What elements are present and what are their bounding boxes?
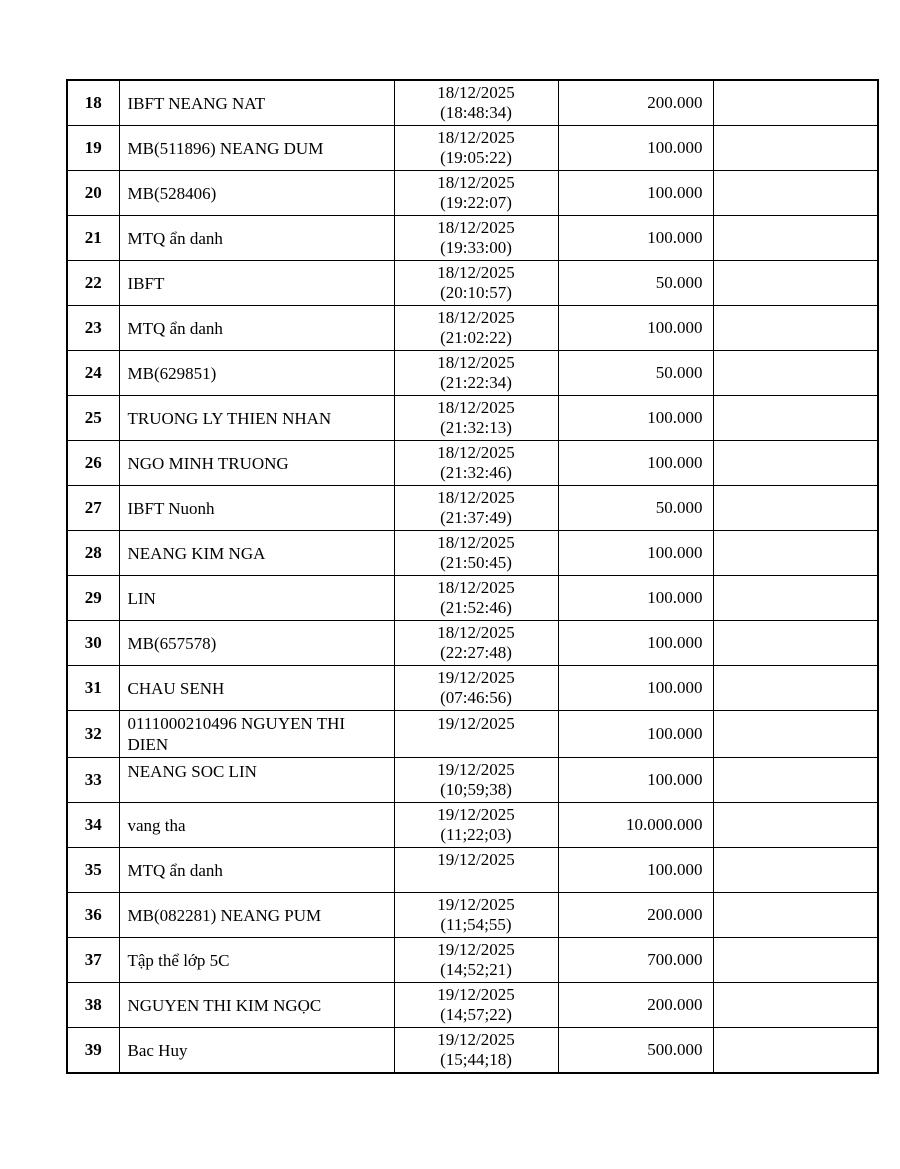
- amount: 50.000: [558, 351, 713, 396]
- donation-table-body: [67, 80, 878, 1073]
- date-cell: [394, 848, 558, 893]
- transaction-time: (21:52:46): [440, 598, 512, 617]
- donor-name: MTQ ẩn danh: [119, 848, 394, 893]
- transaction-date: 18/12/2025: [437, 308, 515, 327]
- row-number: 36: [67, 893, 119, 938]
- table-row: [67, 306, 878, 351]
- date-cell: [394, 711, 558, 758]
- note-cell: [713, 171, 878, 216]
- transaction-date: 18/12/2025: [437, 578, 515, 597]
- donor-name: NEANG SOC LIN: [119, 758, 394, 803]
- donor-name: NEANG KIM NGA: [119, 531, 394, 576]
- transaction-time: (11;54;55): [440, 915, 512, 934]
- row-number: 23: [67, 306, 119, 351]
- date-cell: [394, 758, 558, 803]
- row-number: 20: [67, 171, 119, 216]
- transaction-time: (21:37:49): [440, 508, 512, 527]
- transaction-date: 18/12/2025: [437, 623, 515, 642]
- transaction-time: (11;22;03): [440, 825, 512, 844]
- donor-name: vang tha: [119, 803, 394, 848]
- note-cell: [713, 306, 878, 351]
- amount: 100.000: [558, 216, 713, 261]
- amount: 100.000: [558, 126, 713, 171]
- donor-name: MB(657578): [119, 621, 394, 666]
- date-cell: [394, 576, 558, 621]
- amount: 100.000: [558, 441, 713, 486]
- donor-name: MB(528406): [119, 171, 394, 216]
- amount: 100.000: [558, 531, 713, 576]
- donor-name: IBFT NEANG NAT: [119, 80, 394, 126]
- date-cell: [394, 171, 558, 216]
- transaction-time: (07:46:56): [440, 688, 512, 707]
- note-cell: [713, 261, 878, 306]
- note-cell: [713, 983, 878, 1028]
- amount: 100.000: [558, 306, 713, 351]
- transaction-date: 18/12/2025: [437, 83, 515, 102]
- transaction-time: [395, 734, 558, 754]
- date-cell: [394, 351, 558, 396]
- amount: 500.000: [558, 1028, 713, 1074]
- table-row: [67, 216, 878, 261]
- donor-name: IBFT Nuonh: [119, 486, 394, 531]
- transaction-date: 18/12/2025: [437, 218, 515, 237]
- amount: 100.000: [558, 171, 713, 216]
- amount: 100.000: [558, 396, 713, 441]
- row-number: 26: [67, 441, 119, 486]
- transaction-date: 18/12/2025: [437, 443, 515, 462]
- amount: 200.000: [558, 983, 713, 1028]
- transaction-date: 19/12/2025: [437, 668, 515, 687]
- row-number: 34: [67, 803, 119, 848]
- note-cell: [713, 893, 878, 938]
- transaction-time: (15;44;18): [440, 1050, 512, 1069]
- transaction-date: 18/12/2025: [437, 128, 515, 147]
- transaction-date: 19/12/2025: [437, 805, 515, 824]
- date-cell: [394, 893, 558, 938]
- donor-name: Bac Huy: [119, 1028, 394, 1074]
- amount: 10.000.000: [558, 803, 713, 848]
- date-cell: [394, 938, 558, 983]
- transaction-date: 18/12/2025: [437, 533, 515, 552]
- row-number: 24: [67, 351, 119, 396]
- donor-name: MB(511896) NEANG DUM: [119, 126, 394, 171]
- row-number: 39: [67, 1028, 119, 1074]
- donor-name: CHAU SENH: [119, 666, 394, 711]
- donor-name: MTQ ẩn danh: [119, 216, 394, 261]
- transaction-date: 18/12/2025: [437, 398, 515, 417]
- transaction-time: (19:05:22): [440, 148, 512, 167]
- amount: 100.000: [558, 666, 713, 711]
- date-cell: [394, 261, 558, 306]
- transaction-time: (21:32:13): [440, 418, 512, 437]
- note-cell: [713, 758, 878, 803]
- transaction-time: [395, 870, 558, 890]
- transaction-date: 18/12/2025: [437, 173, 515, 192]
- table-row: [67, 621, 878, 666]
- donor-name: LIN: [119, 576, 394, 621]
- row-number: 25: [67, 396, 119, 441]
- transaction-time: (21:32:46): [440, 463, 512, 482]
- table-row: [67, 711, 878, 758]
- date-cell: [394, 486, 558, 531]
- table-row: [67, 261, 878, 306]
- date-cell: [394, 1028, 558, 1074]
- table-row: [67, 1028, 878, 1074]
- note-cell: [713, 80, 878, 126]
- transaction-date: 18/12/2025: [437, 488, 515, 507]
- donor-name: IBFT: [119, 261, 394, 306]
- table-row: [67, 441, 878, 486]
- amount: 200.000: [558, 893, 713, 938]
- transaction-date: 19/12/2025: [437, 895, 515, 914]
- date-cell: [394, 306, 558, 351]
- transaction-date: 19/12/2025: [437, 714, 515, 733]
- table-row: [67, 848, 878, 893]
- transaction-time: (14;57;22): [440, 1005, 512, 1024]
- table-row: [67, 126, 878, 171]
- table-row: [67, 396, 878, 441]
- table-row: [67, 983, 878, 1028]
- amount: 100.000: [558, 576, 713, 621]
- donor-name: NGUYEN THI KIM NGỌC: [119, 983, 394, 1028]
- transaction-time: (18:48:34): [440, 103, 512, 122]
- note-cell: [713, 711, 878, 758]
- date-cell: [394, 396, 558, 441]
- date-cell: [394, 126, 558, 171]
- transaction-time: (21:50:45): [440, 553, 512, 572]
- date-cell: [394, 983, 558, 1028]
- transaction-time: (20:10:57): [440, 283, 512, 302]
- date-cell: [394, 803, 558, 848]
- transaction-date: 19/12/2025: [437, 1030, 515, 1049]
- transaction-time: (10;59;38): [440, 780, 512, 799]
- transaction-time: (14;52;21): [440, 960, 512, 979]
- amount: 100.000: [558, 621, 713, 666]
- amount: 50.000: [558, 261, 713, 306]
- note-cell: [713, 531, 878, 576]
- date-cell: [394, 441, 558, 486]
- amount: 700.000: [558, 938, 713, 983]
- table-row: [67, 486, 878, 531]
- transaction-time: (21:22:34): [440, 373, 512, 392]
- table-row: [67, 758, 878, 803]
- table-row: [67, 80, 878, 126]
- date-cell: [394, 531, 558, 576]
- donor-name: 0111000210496 NGUYEN THI DIEN: [119, 711, 394, 758]
- note-cell: [713, 621, 878, 666]
- transaction-date: 19/12/2025: [437, 940, 515, 959]
- row-number: 19: [67, 126, 119, 171]
- donor-name: MTQ ẩn danh: [119, 306, 394, 351]
- note-cell: [713, 576, 878, 621]
- amount: 100.000: [558, 711, 713, 758]
- transaction-time: (22:27:48): [440, 643, 512, 662]
- donor-name: TRUONG LY THIEN NHAN: [119, 396, 394, 441]
- amount: 50.000: [558, 486, 713, 531]
- row-number: 28: [67, 531, 119, 576]
- note-cell: [713, 848, 878, 893]
- row-number: 18: [67, 80, 119, 126]
- note-cell: [713, 216, 878, 261]
- note-cell: [713, 351, 878, 396]
- note-cell: [713, 396, 878, 441]
- date-cell: [394, 666, 558, 711]
- row-number: 37: [67, 938, 119, 983]
- note-cell: [713, 126, 878, 171]
- row-number: 38: [67, 983, 119, 1028]
- table-row: [67, 171, 878, 216]
- date-cell: [394, 216, 558, 261]
- note-cell: [713, 486, 878, 531]
- table-row: [67, 666, 878, 711]
- amount: 100.000: [558, 848, 713, 893]
- row-number: 33: [67, 758, 119, 803]
- table-row: [67, 351, 878, 396]
- amount: 200.000: [558, 80, 713, 126]
- table-row: [67, 576, 878, 621]
- donor-name: NGO MINH TRUONG: [119, 441, 394, 486]
- table-row: [67, 531, 878, 576]
- transaction-date: 19/12/2025: [437, 760, 515, 779]
- transaction-time: (19:22:07): [440, 193, 512, 212]
- date-cell: [394, 621, 558, 666]
- note-cell: [713, 803, 878, 848]
- date-cell: [394, 80, 558, 126]
- row-number: 35: [67, 848, 119, 893]
- table-row: [67, 803, 878, 848]
- row-number: 29: [67, 576, 119, 621]
- row-number: 27: [67, 486, 119, 531]
- row-number: 22: [67, 261, 119, 306]
- note-cell: [713, 938, 878, 983]
- row-number: 30: [67, 621, 119, 666]
- row-number: 21: [67, 216, 119, 261]
- note-cell: [713, 441, 878, 486]
- donation-table: [66, 79, 879, 1074]
- transaction-date: 19/12/2025: [437, 850, 515, 869]
- transaction-time: (19:33:00): [440, 238, 512, 257]
- note-cell: [713, 666, 878, 711]
- donor-name: MB(629851): [119, 351, 394, 396]
- row-number: 31: [67, 666, 119, 711]
- donor-name: Tập thể lớp 5C: [119, 938, 394, 983]
- amount: 100.000: [558, 758, 713, 803]
- transaction-date: 18/12/2025: [437, 353, 515, 372]
- transaction-date: 18/12/2025: [437, 263, 515, 282]
- transaction-time: (21:02:22): [440, 328, 512, 347]
- donor-name: MB(082281) NEANG PUM: [119, 893, 394, 938]
- transaction-date: 19/12/2025: [437, 985, 515, 1004]
- note-cell: [713, 1028, 878, 1074]
- table-row: [67, 938, 878, 983]
- row-number: 32: [67, 711, 119, 758]
- table-row: [67, 893, 878, 938]
